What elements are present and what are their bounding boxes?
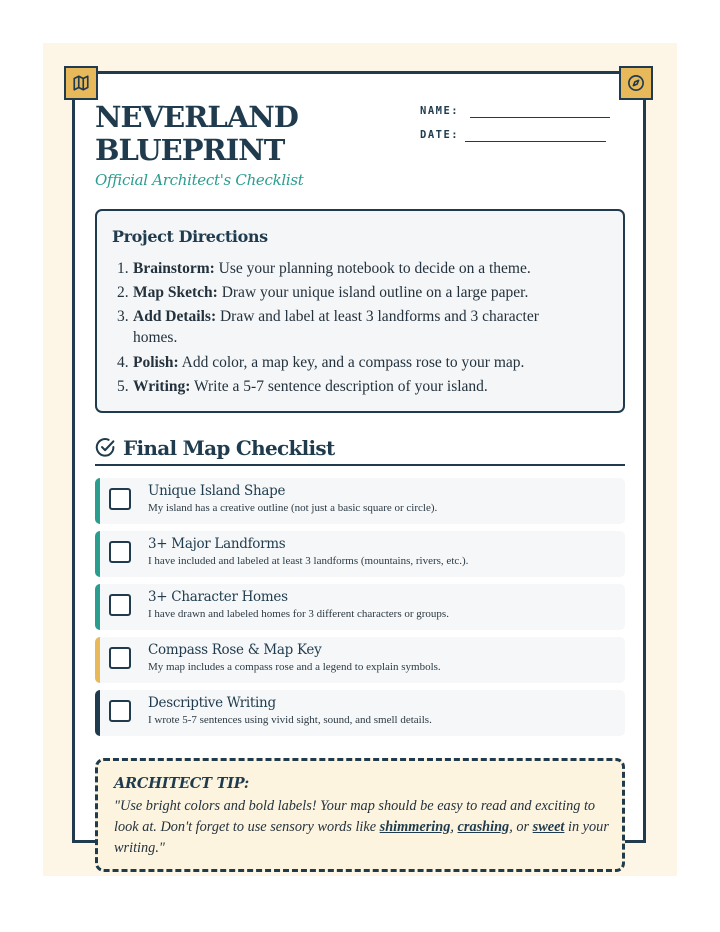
checklist-item (95, 637, 625, 683)
checklist-item-description: My island has a creative outline (not just a basic square or circle). (148, 502, 438, 514)
direction-item (117, 352, 597, 373)
direction-text: Draw your unique island outline on a large paper. (217, 284, 529, 301)
tip-text: "Use bright colors and bold labels! Your map should be easy to read and exciting to look at. Don't forget to use sensory words like (114, 798, 596, 835)
direction-text: Use your planning notebook to decide on a theme. (214, 260, 531, 277)
direction-number: 5. (117, 378, 129, 395)
direction-item (117, 258, 597, 279)
checklist-item-description: I have drawn and labeled homes for 3 different characters or groups. (148, 608, 449, 620)
checkbox[interactable] (109, 541, 131, 563)
architect-tip-box (95, 758, 625, 872)
checklist-item-title: 3+ Major Landforms (148, 536, 286, 552)
check-circle-icon (95, 437, 116, 463)
tip-body (114, 796, 609, 859)
tip-keyword: shimmering (379, 819, 451, 835)
compass-icon (619, 66, 653, 100)
tip-keyword: crashing (457, 819, 510, 835)
direction-label: Polish: (133, 354, 179, 371)
checkbox[interactable] (109, 594, 131, 616)
checkbox[interactable] (109, 647, 131, 669)
map-icon (64, 66, 98, 100)
accent-bar (95, 637, 100, 683)
accent-bar (95, 690, 100, 736)
checklist-item-description: I have included and labeled at least 3 landforms (mountains, rivers, etc.). (148, 555, 469, 567)
direction-label: Brainstorm: (133, 260, 215, 277)
direction-number: 1. (117, 260, 129, 277)
checklist-item (95, 531, 625, 577)
checklist-item-title: 3+ Character Homes (148, 589, 288, 605)
checklist-item (95, 478, 625, 524)
direction-text: Draw and label at least 3 landforms and 3 character homes. (133, 308, 539, 346)
checkbox[interactable] (109, 488, 131, 510)
tip-text: , or (509, 819, 533, 835)
page-subtitle: Official Architect's Checklist (95, 171, 304, 189)
accent-bar (95, 584, 100, 630)
direction-text: Write a 5-7 sentence description of your island. (190, 378, 488, 395)
checklist-title: Final Map Checklist (123, 436, 335, 460)
direction-text: Add color, a map key, and a compass rose to your map. (178, 354, 525, 371)
name-label: NAME: (420, 105, 460, 117)
tip-text: , (450, 819, 458, 835)
direction-number: 3. (117, 308, 129, 325)
direction-number: 4. (117, 354, 129, 371)
checklist-item (95, 690, 625, 736)
checklist-item-description: My map includes a compass rose and a legend to explain symbols. (148, 661, 441, 673)
accent-bar (95, 478, 100, 524)
checklist-item (95, 584, 625, 630)
tip-text: in your writing." (114, 819, 609, 856)
tip-keyword: sweet (532, 819, 565, 835)
direction-number: 2. (117, 284, 129, 301)
checklist-item-title: Descriptive Writing (148, 695, 276, 711)
accent-bar (95, 531, 100, 577)
direction-label: Map Sketch: (133, 284, 218, 301)
checklist-header (95, 435, 625, 466)
checklist-item-description: I wrote 5-7 sentences using vivid sight, sound, and smell details. (148, 714, 432, 726)
project-directions-panel (95, 209, 625, 413)
direction-item (117, 306, 562, 348)
date-label: DATE: (420, 129, 460, 141)
direction-item (117, 376, 597, 397)
checklist-item-title: Compass Rose & Map Key (148, 642, 322, 658)
page-title: NEVERLAND BLUEPRINT (95, 100, 298, 167)
direction-label: Add Details: (133, 308, 217, 325)
date-field[interactable] (465, 141, 606, 142)
tip-title: ARCHITECT TIP: (114, 775, 250, 792)
checkbox[interactable] (109, 700, 131, 722)
direction-label: Writing: (133, 378, 191, 395)
directions-title: Project Directions (112, 227, 268, 246)
name-field[interactable] (470, 117, 610, 118)
direction-item (117, 282, 597, 303)
checklist-item-title: Unique Island Shape (148, 483, 286, 499)
